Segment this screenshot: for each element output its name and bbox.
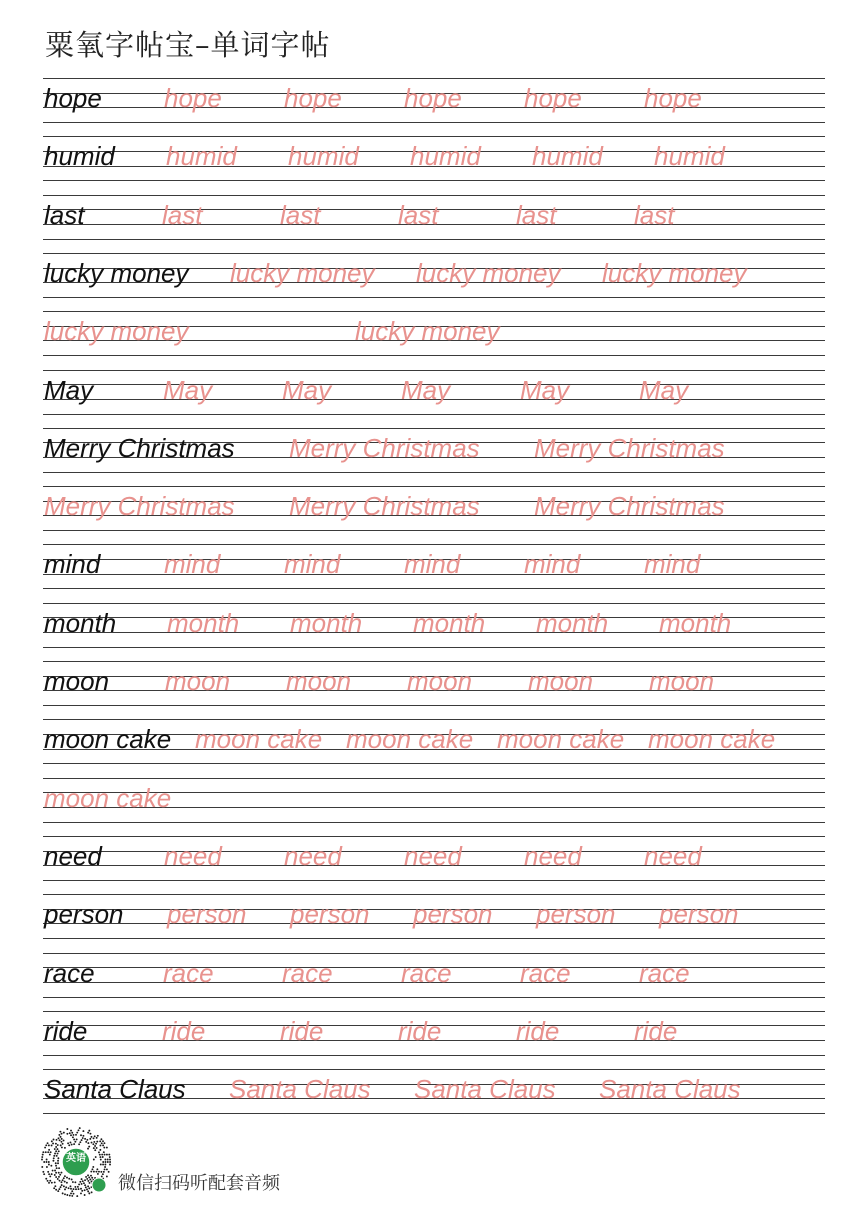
trace-word: ride	[516, 1015, 560, 1046]
trace-word: race	[401, 957, 452, 988]
guide-line	[43, 297, 825, 298]
guide-line	[43, 180, 825, 181]
trace-word: moon cake	[195, 724, 323, 755]
guide-line	[43, 953, 825, 954]
trace-word: moon	[649, 666, 715, 696]
guide-line	[43, 588, 825, 589]
guide-line	[43, 78, 825, 79]
guide-line	[43, 763, 825, 764]
trace-word: race	[639, 957, 690, 988]
trace-word: May	[401, 374, 451, 405]
practice-row	[43, 1011, 825, 1056]
practice-row	[43, 719, 825, 764]
trace-word: mind	[164, 549, 221, 580]
trace-word: humid	[654, 141, 725, 172]
model-word: need	[44, 840, 102, 871]
trace-word: need	[524, 840, 582, 871]
practice-row	[43, 836, 825, 881]
trace-word: Merry Christmas	[534, 491, 725, 522]
guide-line	[43, 544, 825, 545]
trace-word: lucky money	[416, 257, 561, 288]
trace-word: hope	[164, 83, 222, 113]
practice-row	[43, 661, 825, 706]
trace-word: ride	[162, 1015, 206, 1046]
guide-line	[43, 719, 825, 720]
trace-word: Santa Claus	[414, 1074, 556, 1105]
guide-line	[43, 428, 825, 429]
guide-line	[43, 1055, 825, 1056]
trace-word: month	[536, 607, 609, 638]
guide-line	[43, 355, 825, 356]
trace-word: humid	[288, 141, 359, 172]
guide-line	[43, 486, 825, 487]
trace-word: moon	[165, 666, 231, 696]
practice-row	[43, 253, 825, 298]
guide-line	[43, 239, 825, 240]
model-word: lucky money	[44, 257, 189, 288]
trace-word: month	[413, 607, 486, 638]
trace-word: race	[520, 957, 571, 988]
practice-row	[43, 370, 825, 415]
trace-word: need	[644, 840, 702, 871]
practice-row	[43, 603, 825, 648]
trace-word: need	[404, 840, 462, 871]
model-word: humid	[44, 141, 115, 172]
trace-word: moon	[286, 666, 352, 696]
trace-word: May	[639, 374, 689, 405]
guide-line	[43, 894, 825, 895]
trace-word: person	[290, 899, 370, 930]
guide-line	[43, 778, 825, 779]
audio-caption: 微信扫码听配套音频	[118, 1173, 280, 1194]
trace-word: May	[282, 374, 332, 405]
trace-word: Merry Christmas	[289, 491, 480, 522]
practice-row	[43, 78, 825, 123]
guide-line	[43, 311, 825, 312]
model-word: race	[44, 957, 95, 988]
trace-word: lucky money	[602, 257, 747, 288]
trace-word: moon cake	[497, 724, 625, 755]
trace-word: need	[164, 840, 222, 871]
model-word: moon	[44, 666, 110, 696]
practice-row	[43, 953, 825, 998]
model-word: mind	[44, 549, 101, 580]
guide-line	[43, 647, 825, 648]
guide-line	[43, 122, 825, 123]
trace-word: moon	[528, 666, 594, 696]
trace-word: last	[516, 199, 557, 230]
guide-line	[43, 603, 825, 604]
practice-row	[43, 486, 825, 531]
practice-row	[43, 544, 825, 589]
model-word: person	[44, 899, 124, 930]
guide-line	[43, 836, 825, 837]
guide-line	[43, 530, 825, 531]
trace-word: person	[659, 899, 739, 930]
trace-word: Merry Christmas	[44, 491, 235, 522]
trace-word: humid	[532, 141, 603, 172]
trace-word: person	[536, 899, 616, 930]
trace-word: need	[284, 840, 342, 871]
practice-row	[43, 428, 825, 473]
trace-word: month	[167, 607, 240, 638]
trace-word: lucky money	[355, 316, 500, 347]
trace-word: moon cake	[44, 782, 172, 813]
trace-word: humid	[410, 141, 481, 172]
guide-line	[43, 822, 825, 823]
guide-line	[43, 370, 825, 371]
trace-word: humid	[166, 141, 237, 172]
trace-word: mind	[524, 549, 581, 580]
trace-word: moon	[407, 666, 473, 696]
trace-word: hope	[404, 83, 462, 113]
trace-word: last	[162, 199, 203, 230]
trace-word: race	[163, 957, 214, 988]
trace-word: last	[280, 199, 321, 230]
trace-word: Merry Christmas	[534, 432, 725, 463]
trace-word: mind	[644, 549, 701, 580]
trace-word: last	[634, 199, 675, 230]
model-word: moon cake	[44, 724, 172, 755]
model-word: month	[44, 607, 117, 638]
trace-word: person	[167, 899, 247, 930]
trace-word: mind	[284, 549, 341, 580]
trace-word: Merry Christmas	[289, 432, 480, 463]
trace-word: ride	[398, 1015, 442, 1046]
guide-line	[43, 661, 825, 662]
guide-line	[43, 1069, 825, 1070]
practice-row	[43, 778, 825, 823]
guide-line	[43, 1113, 825, 1114]
guide-line	[43, 1011, 825, 1012]
guide-line	[43, 472, 825, 473]
page-title: 粟氧字帖宝–单词字帖	[45, 28, 331, 62]
trace-word: ride	[634, 1015, 678, 1046]
trace-word: Santa Claus	[599, 1074, 741, 1105]
model-word: Santa Claus	[44, 1074, 186, 1105]
trace-word: lucky money	[230, 257, 375, 288]
guide-line	[43, 414, 825, 415]
trace-word: month	[290, 607, 363, 638]
practice-row	[43, 1069, 825, 1114]
practice-row	[43, 311, 825, 356]
guide-line	[43, 880, 825, 881]
trace-word: hope	[524, 83, 582, 113]
trace-word: hope	[284, 83, 342, 113]
trace-word: lucky money	[44, 316, 189, 347]
model-word: last	[44, 199, 85, 230]
trace-word: last	[398, 199, 439, 230]
trace-word: Santa Claus	[229, 1074, 371, 1105]
guide-line	[43, 997, 825, 998]
trace-word: mind	[404, 549, 461, 580]
trace-word: May	[163, 374, 213, 405]
trace-word: hope	[644, 83, 702, 113]
trace-word: May	[520, 374, 570, 405]
model-word: Merry Christmas	[44, 432, 235, 463]
practice-row	[43, 195, 825, 240]
guide-line	[43, 136, 825, 137]
trace-word: moon cake	[346, 724, 474, 755]
trace-word: person	[413, 899, 493, 930]
qr-badge-label: 英语	[66, 1153, 86, 1164]
practice-row	[43, 136, 825, 181]
trace-word: month	[659, 607, 732, 638]
guide-line	[43, 253, 825, 254]
guide-line	[43, 195, 825, 196]
model-word: May	[44, 374, 94, 405]
trace-word: moon cake	[648, 724, 776, 755]
footer	[40, 1124, 340, 1200]
audio-badge-icon	[92, 1178, 106, 1192]
practice-row	[43, 894, 825, 939]
model-word: ride	[44, 1015, 88, 1046]
trace-word: ride	[280, 1015, 324, 1046]
trace-word: race	[282, 957, 333, 988]
guide-line	[43, 705, 825, 706]
guide-line	[43, 938, 825, 939]
model-word: hope	[44, 83, 102, 113]
